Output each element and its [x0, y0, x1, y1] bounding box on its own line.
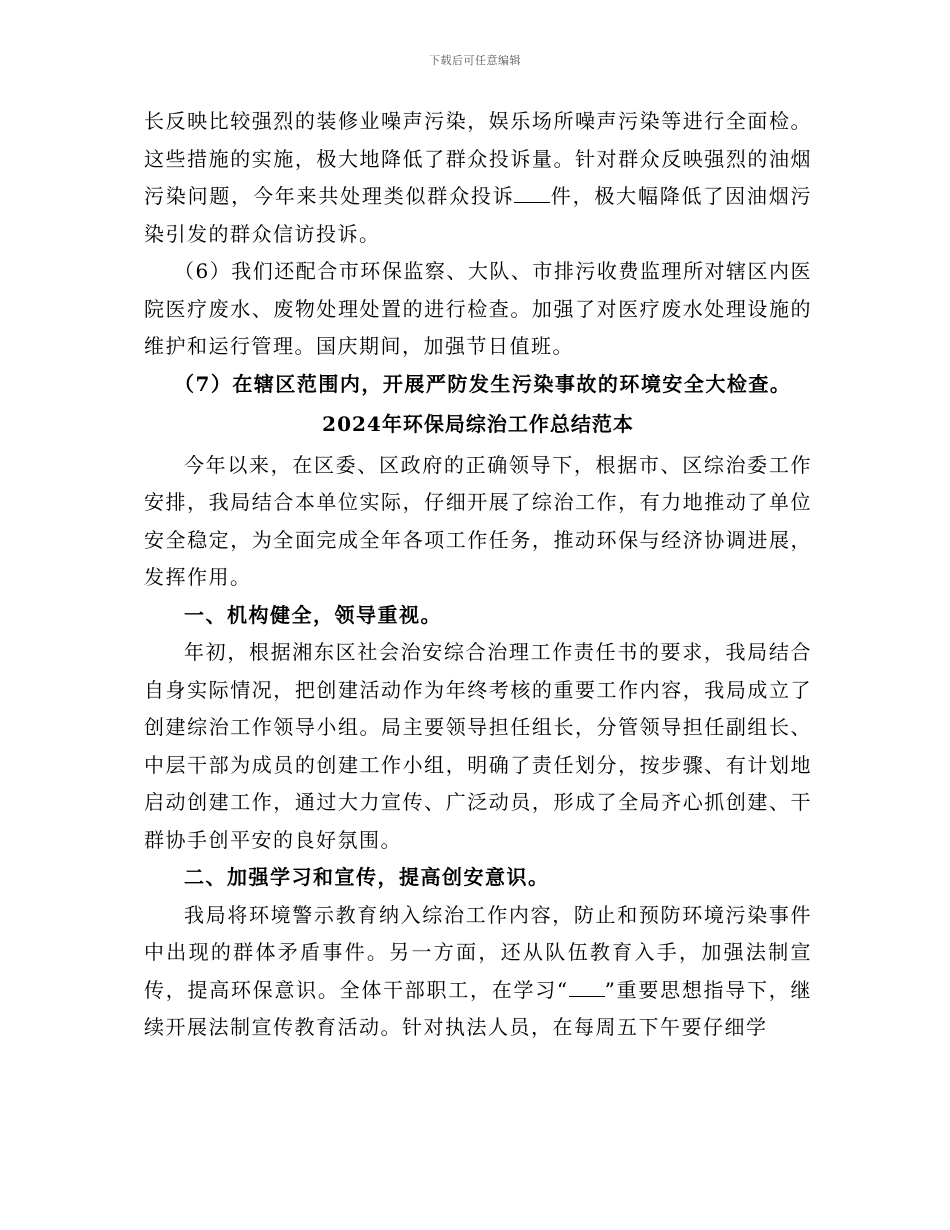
- section-heading-1: 一、机构健全，领导重视。: [184, 602, 442, 627]
- paragraph-noise-complaints: [144, 103, 812, 253]
- paragraph-section-1: 年初，根据湘东区社会治安综合治理工作责任书的要求，我局结合自身实际情况，把创建活动作为年终考核的重要工作内容，我局成立了创建综治工作领导小组。局主要领导担任组长，分管领导担任副组长、中层干部为成员的创建工作小组，明确了责任划分，按步骤、有计划地启动创建工作，通过大力宣传、广泛动员，形成了全局齐心抓创建、干群协手创平安的良好氛围。: [144, 640, 812, 852]
- paragraph-item-6: （6）我们还配合市环保监察、大队、市排污收费监理所对辖区内医院医疗废水、废物处理处置的进行检查。加强了对医疗废水处理设施的维护和运行管理。国庆期间，加强节日值班。: [144, 259, 812, 358]
- section-heading-2: 二、加强学习和宣传，提高创安意识。: [184, 865, 550, 889]
- page-header: 下载后可任意编辑: [429, 54, 521, 67]
- paragraph-text: ”重要思想指导下，继续开展法制宣传教育活动。针对执法人员，在每周五下午要仔细学: [144, 977, 812, 1039]
- document-body: [144, 103, 812, 1047]
- paragraph-item-7: （7）在辖区范围内，开展严防发生污染事故的环境安全大检查。: [174, 371, 792, 396]
- paragraph-text: 我局将环境警示教育纳入综治工作内容，防止和预防环境污染事件中出现的群体矛盾事件。另一方面，还从队伍教育入手，加强法制宣传，提高环保意识。全体干部职工，在学习“: [144, 902, 812, 1002]
- blank-underline: [514, 182, 550, 203]
- paragraph-text: 长反映比较强烈的装修业噪声污染，娱乐场所噪声污染等进行全面检。这些措施的实施，极大地降低了群众投诉量。针对群众反映强烈的油烟污染问题，今年来共处理类似群众投诉: [144, 109, 812, 208]
- paragraph-text: 件，极大幅降低了因油烟污染引发的群众信访投诉。: [144, 184, 813, 246]
- blank-underline: [569, 976, 605, 997]
- document-title: 2024年环保局综治工作总结范本: [322, 412, 634, 436]
- paragraph-intro: 今年以来，在区委、区政府的正确领导下，根据市、区综治委工作安排，我局结合本单位实际，仔细开展了综治工作，有力地推动了单位安全稳定，为全面完成全年各项工作任务，推动环保与经济协调进展，发挥作用。: [144, 452, 812, 589]
- paragraph-section-2: [144, 897, 812, 1047]
